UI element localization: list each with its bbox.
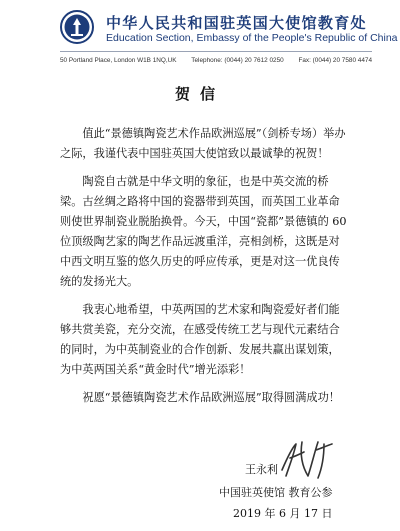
handwritten-signature [278, 436, 336, 482]
letter-paragraph: 值此“景德镇陶瓷艺术作品欧洲巡展”（剑桥专场）举办之际，我谨代表中国驻英国大使馆致以最诚挚的祝贺！ [60, 127, 346, 160]
letterhead-divider [60, 51, 372, 52]
letterhead-contact-line [60, 57, 372, 64]
letter-title: 贺信 [174, 85, 225, 103]
letterhead-name-en: Education Section, Embassy of the People's Republic of China [106, 32, 398, 44]
signatory-name: 王永利 [245, 463, 278, 476]
letterhead-name-cn: 中华人民共和国驻英国大使馆教育处 [106, 14, 367, 32]
embassy-education-logo [60, 10, 94, 44]
letter-date: 2019 年 6 月 17 日 [233, 507, 333, 520]
letter-paragraph: 陶瓷自古就是中华文明的象征，也是中英交流的桥梁。古丝绸之路将中国的瓷器带到英国，而英国工业革命则使世界制瓷业脱胎换骨。今天，中国“瓷都”景德镇的 60 位顶级陶艺家的陶艺作品远渡重洋，亮相剑桥，这既是对中西文明互鉴的悠久历史的呼应传承，更是对这一优良传统的发扬光大。 [60, 175, 347, 288]
letter-paragraph: 祝愿“景德镇陶瓷艺术作品欧洲巡展”取得圆满成功！ [82, 391, 340, 404]
letter-paragraph: 我衷心地希望，中英两国的艺术家和陶瓷爱好者们能够共赏美瓷，充分交流，在感受传统工艺与现代元素结合的同时，为中英制瓷业的合作创新、发展共赢出谋划策，为中英两国关系“黄金时代”增光添彩！ [60, 303, 340, 376]
letterhead-fax: Fax: (0044) 20 7580 4474 [298, 57, 372, 64]
letterhead-address: 50 Portland Place, London W1B 1NQ,UK [60, 57, 177, 64]
letterhead-telephone: Telephone: (0044) 20 7612 0250 [191, 57, 284, 64]
letter-body [60, 124, 350, 408]
signatory-organization: 中国驻英使馆 教育公参 [219, 486, 333, 499]
letterhead [0, 0, 400, 70]
